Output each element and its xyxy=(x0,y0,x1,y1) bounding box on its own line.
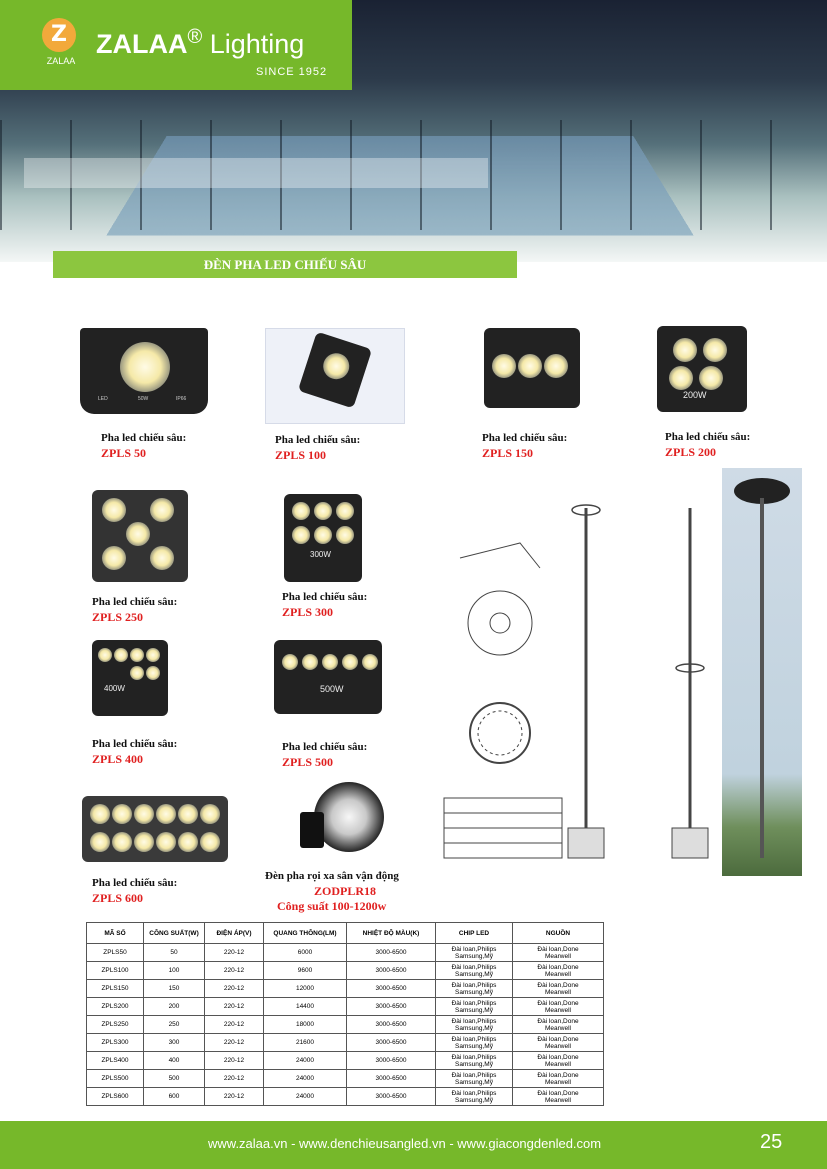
lamp-image-zpls200: 200W xyxy=(657,326,747,412)
header-overlay-band xyxy=(24,158,488,188)
table-cell: 220-12 xyxy=(205,944,264,962)
table-cell: ZPLS100 xyxy=(87,962,144,980)
table-row xyxy=(87,944,604,962)
lamp-image-zpls500: 500W xyxy=(274,640,382,714)
table-cell: 3000-6500 xyxy=(347,1088,436,1106)
code-zpls250: ZPLS 250 xyxy=(92,610,144,624)
table-cell: 600 xyxy=(144,1088,205,1106)
table-cell: 300 xyxy=(144,1034,205,1052)
lamp-image-zpls300: 300W xyxy=(284,494,362,582)
table-row xyxy=(87,1052,604,1070)
table-cell-chip: Đài loan,Philips Samsung,Mỹ xyxy=(436,998,513,1016)
table-cell-source: Đài loan,Done Mearwell xyxy=(513,1070,604,1088)
table-cell: 9600 xyxy=(264,962,347,980)
spec-table-body xyxy=(87,944,604,1106)
code-zpls300: ZPLS 300 xyxy=(282,605,334,619)
caption-zpls50: Pha led chiếu sâu: xyxy=(101,432,187,444)
caption-zpls100: Pha led chiếu sâu: xyxy=(275,434,361,446)
code-zpls50: ZPLS 50 xyxy=(101,446,147,460)
table-cell: 220-12 xyxy=(205,962,264,980)
lamp-image-zpls250 xyxy=(92,490,188,582)
code-zpls200: ZPLS 200 xyxy=(665,445,717,459)
brand-title: ZALAA® Lighting xyxy=(96,26,305,59)
table-cell: ZPLS600 xyxy=(87,1088,144,1106)
caption-stadium-light: Đèn pha rọi xa sân vận động xyxy=(265,870,399,882)
table-row xyxy=(87,1016,604,1034)
table-cell: 3000-6500 xyxy=(347,998,436,1016)
table-cell: 220-12 xyxy=(205,1052,264,1070)
caption-zpls600: Pha led chiếu sâu: xyxy=(92,877,178,889)
table-cell: 3000-6500 xyxy=(347,944,436,962)
table-cell: 6000 xyxy=(264,944,347,962)
table-cell: 24000 xyxy=(264,1052,347,1070)
code-zpls500: ZPLS 500 xyxy=(282,755,334,769)
table-cell-source: Đài loan,Done Mearwell xyxy=(513,1016,604,1034)
col-color-temp: NHIỆT ĐỘ MÀU(K) xyxy=(347,923,436,944)
table-cell: 3000-6500 xyxy=(347,980,436,998)
table-cell: 12000 xyxy=(264,980,347,998)
zalaa-logo-icon: Z xyxy=(42,18,76,52)
col-code: MÃ SỐ xyxy=(87,923,144,944)
table-cell: ZPLS250 xyxy=(87,1016,144,1034)
col-source: NGUỒN xyxy=(513,923,604,944)
table-cell-chip: Đài loan,Philips Samsung,Mỹ xyxy=(436,1088,513,1106)
lamp-image-zpls150 xyxy=(484,328,580,408)
col-luminous: QUANG THÔNG(LM) xyxy=(264,923,347,944)
lamp-image-zodplr18 xyxy=(296,782,396,864)
table-cell: ZPLS150 xyxy=(87,980,144,998)
lamp-image-zpls400: 400W xyxy=(92,640,168,716)
table-cell-source: Đài loan,Done Mearwell xyxy=(513,1052,604,1070)
footer-links: www.zalaa.vn - www.denchieusangled.vn - www.giacongdenled.com xyxy=(208,1136,602,1151)
code-zpls150: ZPLS 150 xyxy=(482,446,534,460)
code-zpls400: ZPLS 400 xyxy=(92,752,144,766)
table-cell-chip: Đài loan,Philips Samsung,Mỹ xyxy=(436,1016,513,1034)
table-cell-source: Đài loan,Done Mearwell xyxy=(513,962,604,980)
col-power: CÔNG SUẤT(W) xyxy=(144,923,205,944)
table-cell: 100 xyxy=(144,962,205,980)
lamp-image-zpls100 xyxy=(265,328,405,424)
col-voltage: ĐIỆN ÁP(V) xyxy=(205,923,264,944)
lamp-image-zpls50: LED 50W IP66 xyxy=(80,328,208,414)
section-title-bar xyxy=(53,251,517,278)
table-cell: ZPLS400 xyxy=(87,1052,144,1070)
table-cell: 3000-6500 xyxy=(347,962,436,980)
code-zpls100: ZPLS 100 xyxy=(275,448,327,462)
table-cell: 50 xyxy=(144,944,205,962)
table-cell-source: Đài loan,Done Mearwell xyxy=(513,1034,604,1052)
section-title: ĐÈN PHA LED CHIẾU SÂU xyxy=(203,257,367,272)
table-cell-source: Đài loan,Done Mearwell xyxy=(513,1088,604,1106)
table-cell: ZPLS50 xyxy=(87,944,144,962)
table-cell: 21600 xyxy=(264,1034,347,1052)
table-cell: 3000-6500 xyxy=(347,1034,436,1052)
table-cell: ZPLS300 xyxy=(87,1034,144,1052)
table-cell: 3000-6500 xyxy=(347,1016,436,1034)
table-cell: 220-12 xyxy=(205,1070,264,1088)
high-mast-photo xyxy=(722,468,802,876)
table-cell-chip: Đài loan,Philips Samsung,Mỹ xyxy=(436,980,513,998)
table-cell: 220-12 xyxy=(205,980,264,998)
table-cell: 500 xyxy=(144,1070,205,1088)
page-number: 25 xyxy=(760,1131,783,1153)
table-row xyxy=(87,998,604,1016)
logo-caption: ZALAA xyxy=(46,56,76,66)
caption-zpls250: Pha led chiếu sâu: xyxy=(92,596,178,608)
table-cell: 150 xyxy=(144,980,205,998)
table-cell: 3000-6500 xyxy=(347,1052,436,1070)
table-cell: 14400 xyxy=(264,998,347,1016)
high-mast-diagram xyxy=(440,488,720,878)
table-cell-chip: Đài loan,Philips Samsung,Mỹ xyxy=(436,1034,513,1052)
table-cell: ZPLS500 xyxy=(87,1070,144,1088)
table-cell: 24000 xyxy=(264,1088,347,1106)
caption-zpls150: Pha led chiếu sâu: xyxy=(482,432,568,444)
code-zpls600: ZPLS 600 xyxy=(92,891,144,905)
brand-since: SINCE 1952 xyxy=(256,66,328,78)
table-cell: 200 xyxy=(144,998,205,1016)
col-chip: CHIP LED xyxy=(436,923,513,944)
stadium-power: Công suất 100-1200w xyxy=(277,899,387,913)
table-cell-chip: Đài loan,Philips Samsung,Mỹ xyxy=(436,1052,513,1070)
brand-block xyxy=(0,0,352,90)
table-cell-source: Đài loan,Done Mearwell xyxy=(513,998,604,1016)
spec-table-header xyxy=(87,923,604,944)
table-cell: 220-12 xyxy=(205,998,264,1016)
table-row xyxy=(87,980,604,998)
code-zodplr18: ZODPLR18 xyxy=(314,884,377,898)
table-cell: 24000 xyxy=(264,1070,347,1088)
table-cell-chip: Đài loan,Philips Samsung,Mỹ xyxy=(436,1070,513,1088)
table-row xyxy=(87,962,604,980)
table-cell: 250 xyxy=(144,1016,205,1034)
table-cell: ZPLS200 xyxy=(87,998,144,1016)
caption-zpls400: Pha led chiếu sâu: xyxy=(92,738,178,750)
table-cell: 18000 xyxy=(264,1016,347,1034)
lamp-image-zpls600 xyxy=(82,796,228,862)
table-row xyxy=(87,1088,604,1106)
caption-zpls500: Pha led chiếu sâu: xyxy=(282,741,368,753)
caption-zpls300: Pha led chiếu sâu: xyxy=(282,591,368,603)
table-cell-source: Đài loan,Done Mearwell xyxy=(513,980,604,998)
table-row xyxy=(87,1034,604,1052)
spec-table xyxy=(86,922,604,1106)
table-cell: 400 xyxy=(144,1052,205,1070)
caption-zpls200: Pha led chiếu sâu: xyxy=(665,431,751,443)
table-cell: 220-12 xyxy=(205,1088,264,1106)
table-cell: 220-12 xyxy=(205,1034,264,1052)
table-cell-source: Đài loan,Done Mearwell xyxy=(513,944,604,962)
table-cell: 220-12 xyxy=(205,1016,264,1034)
table-cell-chip: Đài loan,Philips Samsung,Mỹ xyxy=(436,962,513,980)
table-row xyxy=(87,1070,604,1088)
table-cell: 3000-6500 xyxy=(347,1070,436,1088)
table-cell-chip: Đài loan,Philips Samsung,Mỹ xyxy=(436,944,513,962)
